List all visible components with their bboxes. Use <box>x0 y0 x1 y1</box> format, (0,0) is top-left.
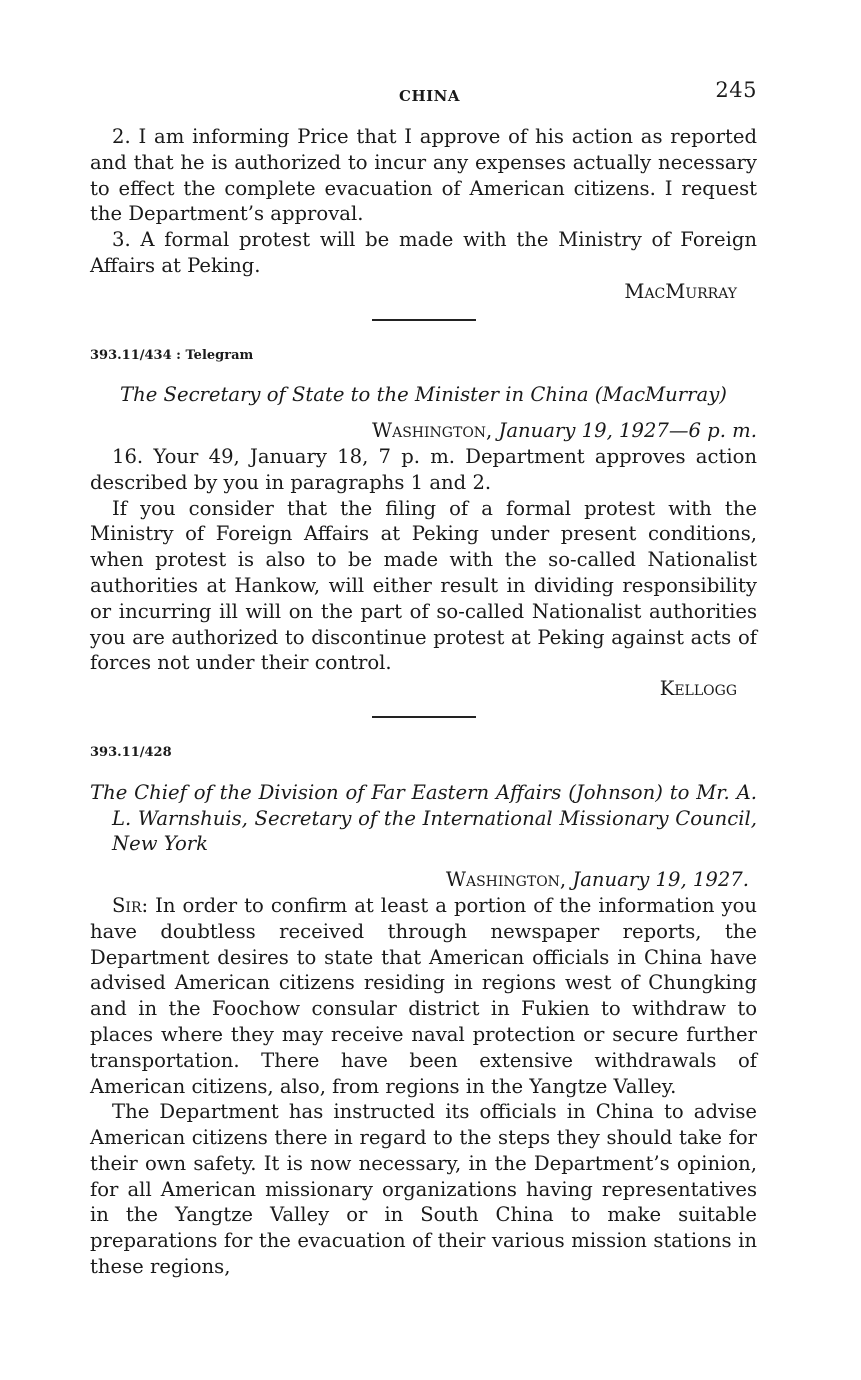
dateline-date: January 19, 1927. <box>572 868 749 892</box>
dateline-date: January 19, 1927—6 p. m. <box>498 419 757 443</box>
paragraph: The Department has instructed its officials in China to advise American citizens there in regard to the steps they should take for their own safety. It is now necessary, in the Department’s opinion, for all American missionary organizations having representatives in the Yangtze Valley or in South China to make suitable preparations for the evacuation of their various mission stations in these regions, <box>90 1100 757 1279</box>
page-number: 245 <box>715 78 757 102</box>
file-reference: 393.11/428 <box>90 744 172 760</box>
section-divider <box>372 716 476 718</box>
signature: Kellogg <box>659 677 737 701</box>
paragraph: 3. A formal protest will be made with the Ministry of Foreign Affairs at Peking. <box>90 228 757 277</box>
running-title: CHINA <box>399 87 460 105</box>
dateline <box>90 418 757 444</box>
signature: MacMurray <box>624 279 737 303</box>
salutation: Sir <box>112 893 142 917</box>
paragraph <box>90 893 757 1099</box>
document-heading: The Secretary of State to the Minister in China (MacMurray) <box>120 383 727 407</box>
dateline-place: Washington, <box>445 868 567 892</box>
document-body <box>90 124 757 1280</box>
paragraph: 2. I am informing Price that I approve of his action as reported and that he is authorized to incur any expenses actually necessary to effect the complete evacuation of American citizens. I request the Department’s approval. <box>90 125 757 226</box>
document-heading: The Chief of the Division of Far Eastern Affairs (Johnson) to Mr. A. L. Warnshuis, Secretary of the International Missionary Council, New York <box>90 780 757 856</box>
paragraph-text: : In order to confirm at least a portion of the information you have doubtless received through newspaper reports, the Department desires to state that American officials in China have advised American citizens residing in regions west of Chungking and in the Foochow consular district in Fukien to withdraw to places where they may receive naval protection or secure further transportation. There have been extensive withdrawals of American citizens, also, from regions in the Yangtze Valley. <box>90 893 757 1098</box>
section-divider <box>372 319 476 321</box>
file-reference: 393.11/434 : Telegram <box>90 347 254 363</box>
paragraph: 16. Your 49, January 18, 7 p. m. Department approves action described by you in paragraphs 1 and 2. <box>90 444 757 494</box>
paragraph: If you consider that the filing of a formal protest with the Ministry of Foreign Affairs at Peking under present conditions, when protest is also to be made with the so-called Nationalist authorities at Hankow, will either result in dividing responsibility or incurring ill will on the part of so-called Nationalist authorities you are authorized to discontinue protest at Peking against acts of forces not under their control. <box>90 496 757 675</box>
dateline <box>90 867 749 893</box>
running-header <box>90 78 757 108</box>
dateline-place: Washington, <box>371 419 493 443</box>
